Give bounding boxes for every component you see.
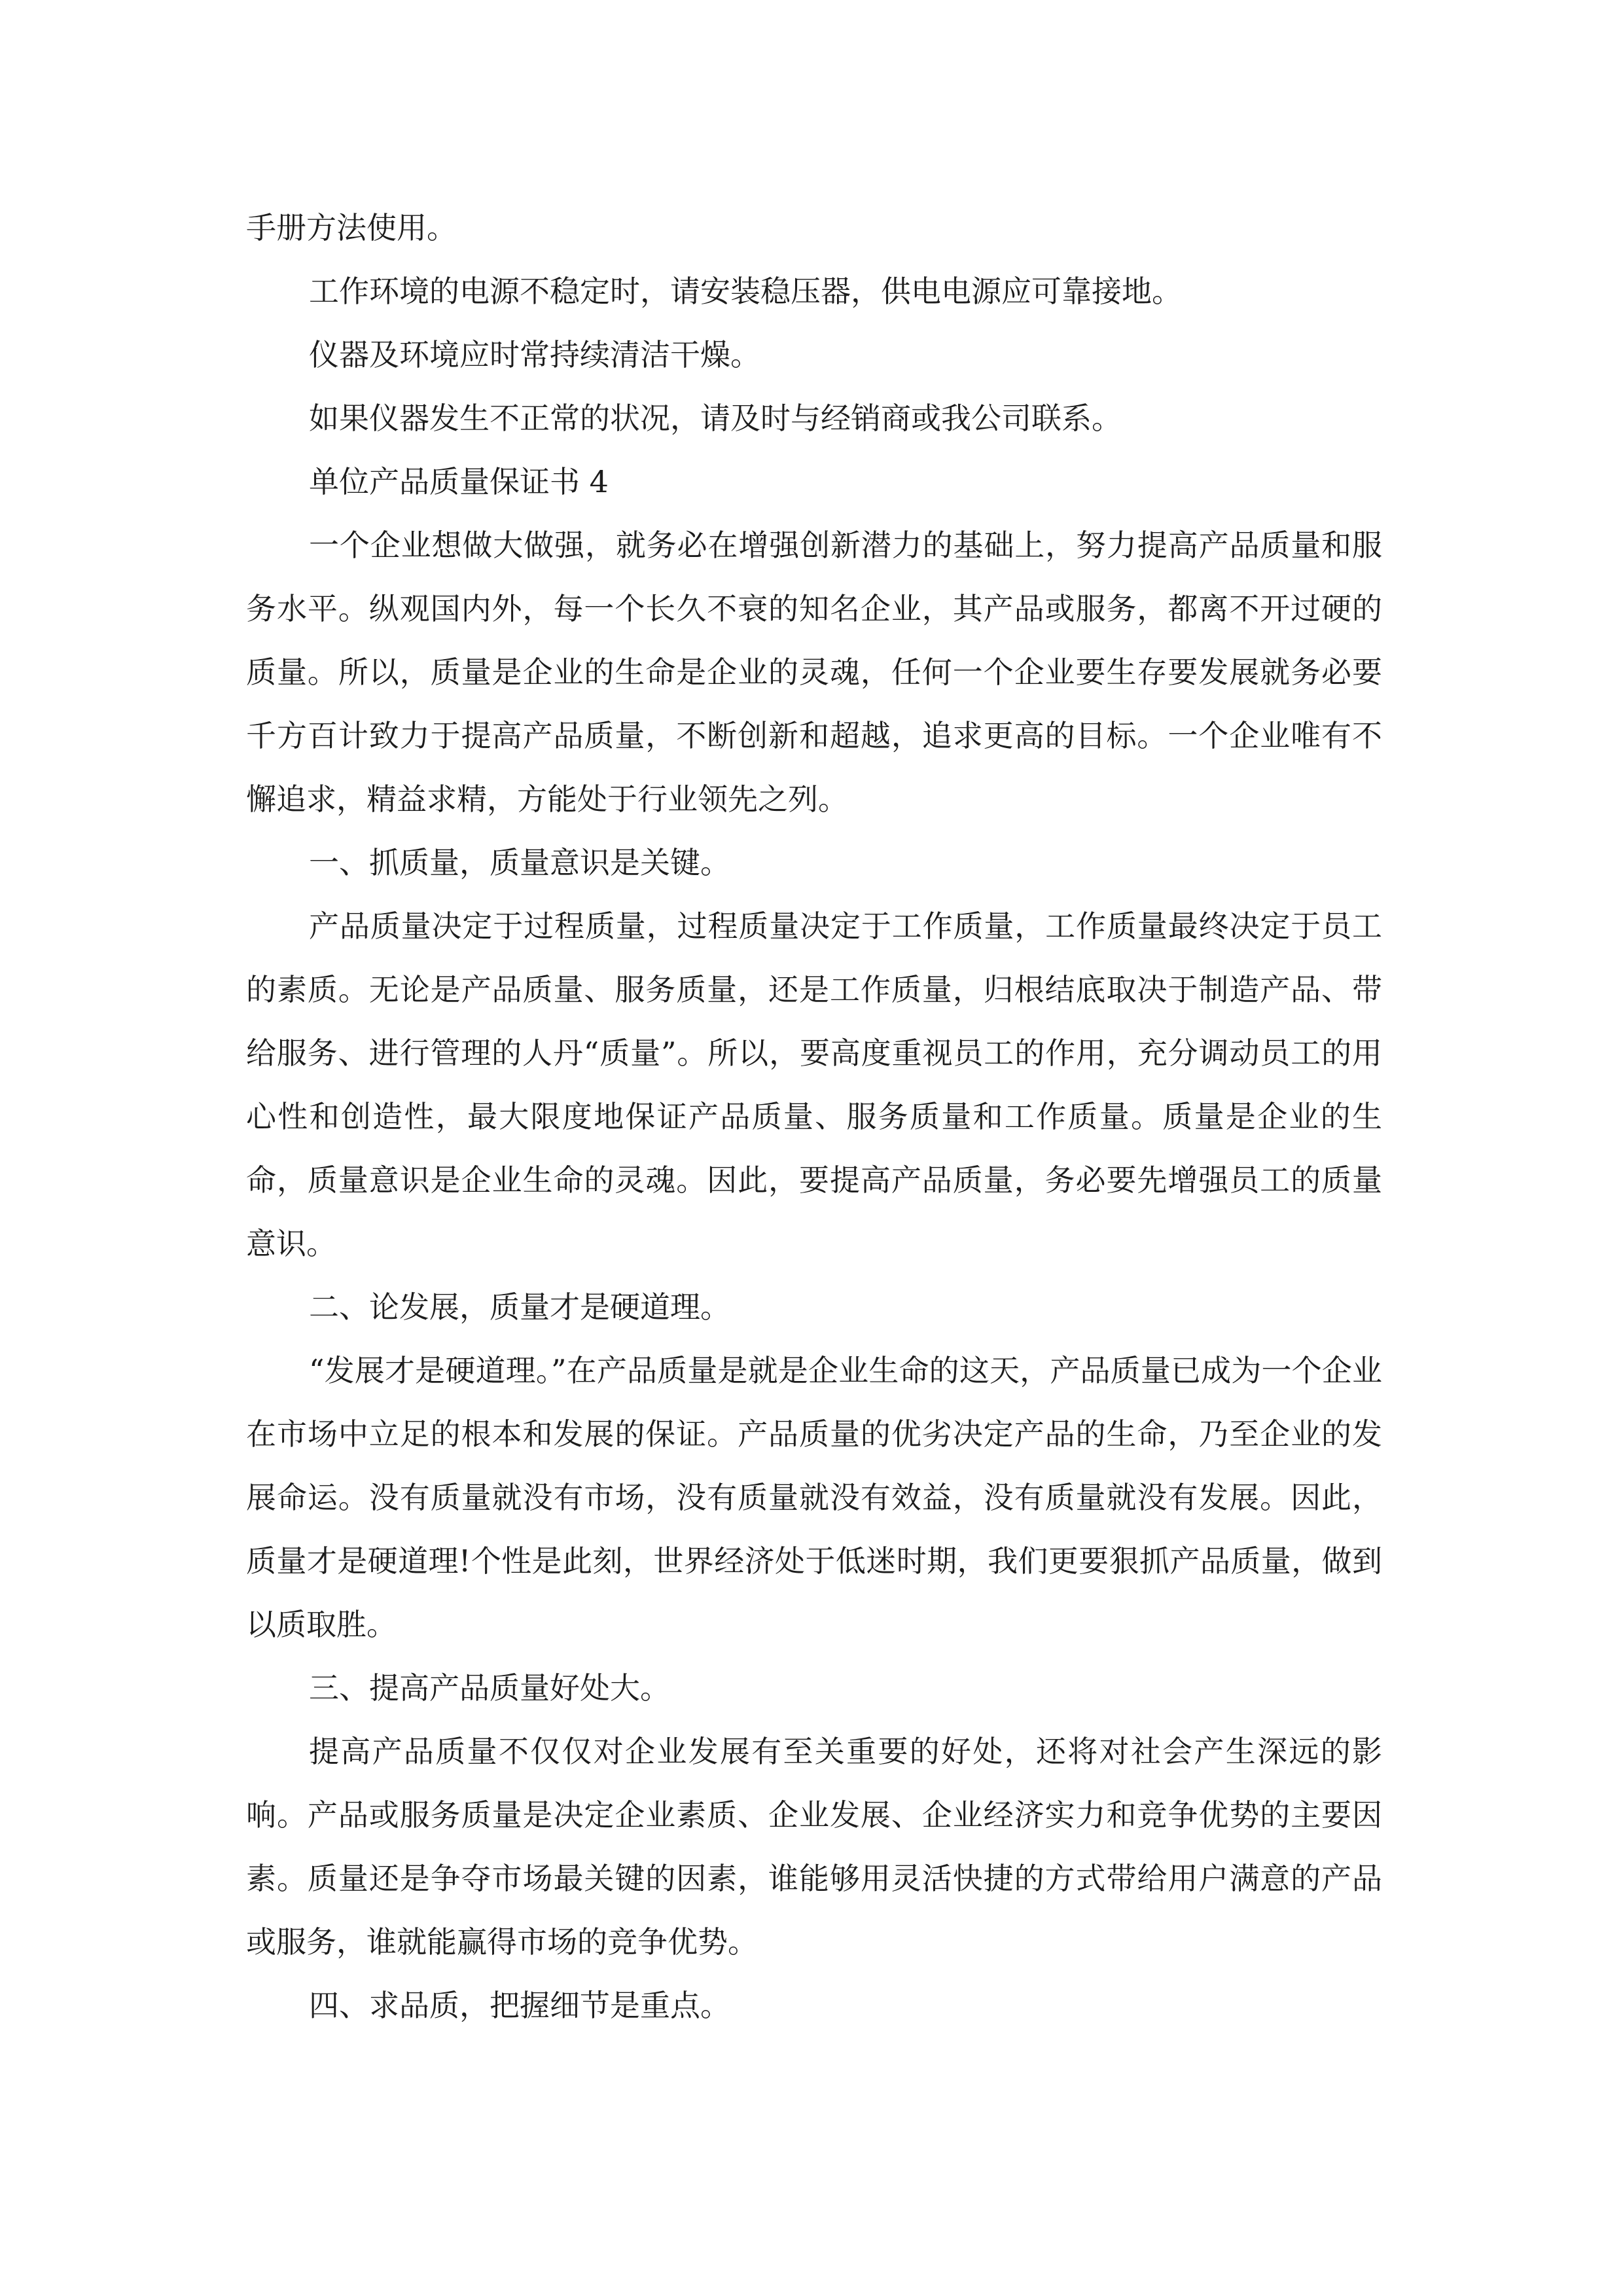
section-heading: 三、提高产品质量好处大。 — [309, 1670, 670, 1706]
section-heading: 一、抓质量，质量意识是关键。 — [309, 845, 730, 880]
paragraph: 提高产品质量不仅仅对企业发展有至关重要的好处，还将对社会产生深远的影响。产品或服务质量是决定企业素质、企业发展、企业经济实力和竞争优势的主要因素。质量还是争夺市场最关键的因素，谁能够用灵活快捷的方式带给用户满意的产品或服务，谁就能赢得市场的竞争优势。 — [246, 1734, 1382, 1960]
section-title: 单位产品质量保证书 4 — [309, 464, 609, 499]
paragraph: 如果仪器发生不正常的状况，请及时与经销商或我公司联系。 — [309, 401, 1122, 436]
paragraph: 一个企业想做大做强，就务必在增强创新潜力的基础上，努力提高产品质量和服务水平。纵观国内外，每一个长久不衰的知名企业，其产品或服务，都离不开过硬的质量。所以，质量是企业的生命是企业的灵魂，任何一个企业要生存要发展就务必要千方百计致力于提高产品质量，不断创新和超越，追求更高的目标。一个企业唯有不懈追求，精益求精，方能处于行业领先之列。 — [246, 528, 1382, 817]
paragraph: 仪器及环境应时常持续清洁干燥。 — [309, 337, 760, 372]
paragraph: 工作环境的电源不稳定时，请安装稳压器，供电电源应可靠接地。 — [309, 274, 1182, 309]
section-heading: 二、论发展，质量才是硬道理。 — [309, 1289, 730, 1325]
section-heading: 四、求品质，把握细节是重点。 — [309, 1988, 730, 2023]
paragraph: “发展才是硬道理。”在产品质量是就是企业生命的这天，产品质量已成为一个企业在市场中立足的根本和发展的保证。产品质量的优劣决定产品的生命，乃至企业的发展命运。没有质量就没有市场，没有质量就没有效益，没有质量就没有发展。因此，质量才是硬道理!个性是此刻，世界经济处于低迷时期，我们更要狠抓产品质量，做到以质取胜。 — [246, 1353, 1382, 1642]
body-text — [246, 196, 1382, 2037]
paragraph: 手册方法使用。 — [246, 210, 457, 245]
paragraph: 产品质量决定于过程质量，过程质量决定于工作质量，工作质量最终决定于员工的素质。无论是产品质量、服务质量，还是工作质量，归根结底取决于制造产品、带给服务、进行管理的人丹“质量”。所以，要高度重视员工的作用，充分调动员工的用心性和创造性，最大限度地保证产品质量、服务质量和工作质量。质量是企业的生命，质量意识是企业生命的灵魂。因此，要提高产品质量，务必要先增强员工的质量意识。 — [246, 908, 1382, 1261]
